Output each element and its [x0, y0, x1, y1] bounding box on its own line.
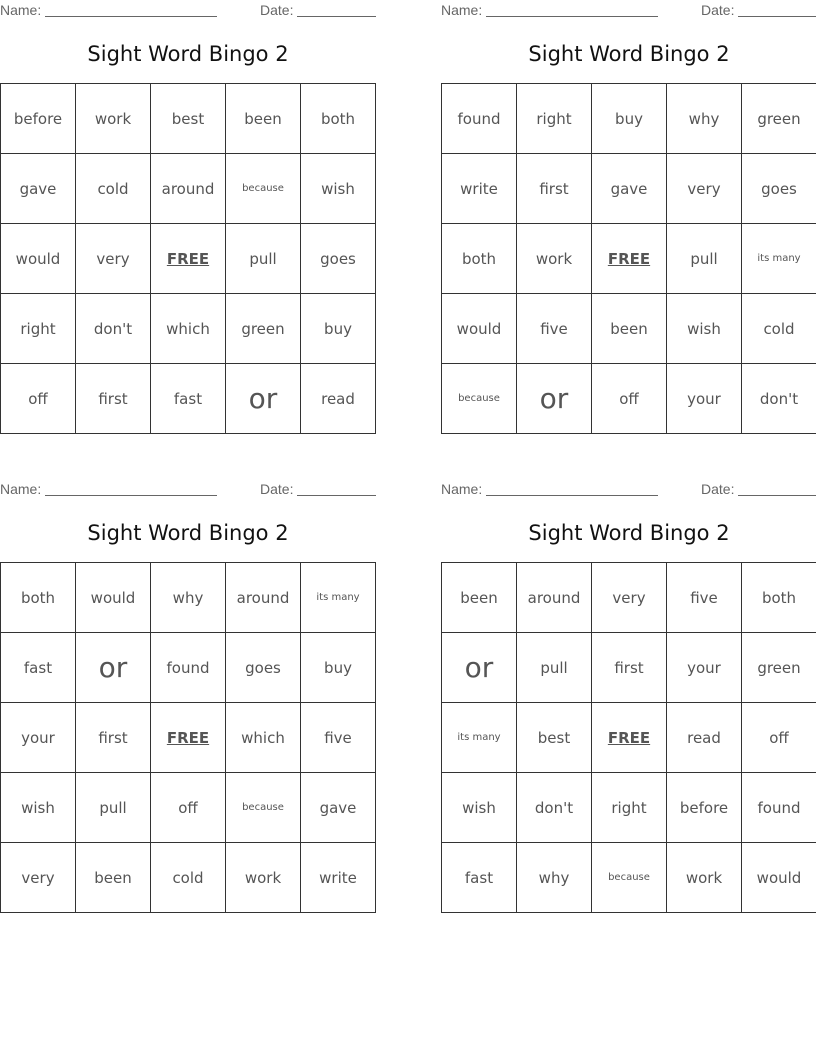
grid-cell: cold [742, 294, 816, 364]
grid-cell: right [517, 84, 592, 154]
name-line [486, 495, 658, 496]
grid-cell: off [592, 364, 667, 434]
grid-cell: because [592, 843, 667, 913]
grid-cell: gave [1, 154, 76, 224]
grid-cell: would [1, 224, 76, 294]
grid-cell: work [667, 843, 742, 913]
card-header [441, 479, 816, 501]
grid-cell: your [1, 703, 76, 773]
grid-cell: found [742, 773, 816, 843]
card-header [0, 479, 376, 501]
name-label: Name: [441, 481, 483, 497]
grid-cell: write [442, 154, 517, 224]
grid-cell: found [442, 84, 517, 154]
grid-cell: off [151, 773, 226, 843]
grid-row [1, 294, 376, 364]
grid-cell: why [667, 84, 742, 154]
grid-cell: or [226, 364, 301, 434]
grid-cell: both [1, 563, 76, 633]
grid-cell: or [76, 633, 151, 703]
grid-cell: around [151, 154, 226, 224]
grid-cell: off [742, 703, 816, 773]
card-title: Sight Word Bingo 2 [528, 42, 730, 66]
bingo-card-3 [0, 479, 376, 919]
grid-cell: why [517, 843, 592, 913]
date-line [297, 16, 376, 17]
grid-cell: its many [742, 224, 816, 294]
grid-cell: or [442, 633, 517, 703]
grid-row [442, 224, 816, 294]
grid-cell: because [442, 364, 517, 434]
grid-row [442, 84, 816, 154]
grid-row [442, 364, 816, 434]
grid-cell: cold [76, 154, 151, 224]
grid-cell: would [742, 843, 816, 913]
date-label: Date: [260, 481, 294, 497]
date-label: Date: [260, 2, 294, 18]
grid-cell: work [76, 84, 151, 154]
grid-cell: goes [226, 633, 301, 703]
grid-cell: fast [442, 843, 517, 913]
card-title: Sight Word Bingo 2 [528, 521, 730, 545]
bingo-grid [0, 562, 376, 913]
grid-row [442, 703, 816, 773]
grid-cell: fast [1, 633, 76, 703]
name-label: Name: [0, 2, 42, 18]
grid-cell: around [226, 563, 301, 633]
grid-cell: both [301, 84, 376, 154]
bingo-grid [0, 83, 376, 434]
grid-cell: very [592, 563, 667, 633]
grid-cell: its many [442, 703, 517, 773]
grid-cell: five [667, 563, 742, 633]
grid-cell: wish [301, 154, 376, 224]
grid-cell: found [151, 633, 226, 703]
grid-cell: your [667, 633, 742, 703]
grid-cell: green [742, 84, 816, 154]
grid-cell: first [592, 633, 667, 703]
date-label: Date: [701, 481, 735, 497]
grid-cell: very [667, 154, 742, 224]
name-label: Name: [0, 481, 42, 497]
grid-cell: around [517, 563, 592, 633]
bingo-card-1 [0, 0, 376, 440]
bingo-card-2 [441, 0, 816, 440]
grid-cell: wish [667, 294, 742, 364]
grid-cell: first [517, 154, 592, 224]
free-space: FREE [592, 703, 667, 773]
grid-cell: best [517, 703, 592, 773]
grid-cell: wish [1, 773, 76, 843]
card-title: Sight Word Bingo 2 [87, 521, 289, 545]
grid-cell: don't [517, 773, 592, 843]
grid-cell: pull [76, 773, 151, 843]
grid-cell: read [667, 703, 742, 773]
grid-row [442, 633, 816, 703]
grid-cell: cold [151, 843, 226, 913]
grid-cell: would [442, 294, 517, 364]
grid-cell: read [301, 364, 376, 434]
grid-cell: first [76, 364, 151, 434]
grid-row [1, 224, 376, 294]
card-header [0, 0, 376, 22]
bingo-card-4 [441, 479, 816, 919]
grid-cell: buy [301, 633, 376, 703]
grid-cell: buy [592, 84, 667, 154]
grid-row [1, 843, 376, 913]
grid-row [442, 563, 816, 633]
grid-cell: gave [301, 773, 376, 843]
grid-cell: pull [226, 224, 301, 294]
grid-cell: right [592, 773, 667, 843]
date-line [738, 16, 816, 17]
grid-row [1, 84, 376, 154]
grid-cell: write [301, 843, 376, 913]
grid-cell: both [442, 224, 517, 294]
grid-cell: don't [742, 364, 816, 434]
grid-cell: buy [301, 294, 376, 364]
grid-cell: very [76, 224, 151, 294]
grid-cell: green [226, 294, 301, 364]
grid-cell: been [226, 84, 301, 154]
grid-cell: work [517, 224, 592, 294]
grid-cell: before [1, 84, 76, 154]
grid-cell: why [151, 563, 226, 633]
grid-row [1, 773, 376, 843]
grid-cell: right [1, 294, 76, 364]
name-line [45, 16, 217, 17]
grid-row [442, 843, 816, 913]
grid-cell: don't [76, 294, 151, 364]
grid-cell: work [226, 843, 301, 913]
grid-row [442, 773, 816, 843]
grid-cell: five [301, 703, 376, 773]
grid-cell: would [76, 563, 151, 633]
grid-cell: goes [742, 154, 816, 224]
grid-cell: been [592, 294, 667, 364]
grid-row [1, 633, 376, 703]
grid-cell: its many [301, 563, 376, 633]
grid-cell: because [226, 154, 301, 224]
grid-cell: very [1, 843, 76, 913]
card-title: Sight Word Bingo 2 [87, 42, 289, 66]
grid-row [1, 563, 376, 633]
grid-row [442, 154, 816, 224]
grid-cell: your [667, 364, 742, 434]
grid-row [1, 154, 376, 224]
grid-cell: pull [667, 224, 742, 294]
grid-cell: been [76, 843, 151, 913]
grid-cell: gave [592, 154, 667, 224]
date-line [297, 495, 376, 496]
grid-cell: because [226, 773, 301, 843]
card-header [441, 0, 816, 22]
date-line [738, 495, 816, 496]
grid-cell: pull [517, 633, 592, 703]
bingo-grid [441, 562, 816, 913]
name-line [45, 495, 217, 496]
grid-cell: fast [151, 364, 226, 434]
grid-cell: or [517, 364, 592, 434]
grid-cell: first [76, 703, 151, 773]
free-space: FREE [151, 703, 226, 773]
date-label: Date: [701, 2, 735, 18]
grid-cell: green [742, 633, 816, 703]
grid-cell: before [667, 773, 742, 843]
free-space: FREE [151, 224, 226, 294]
bingo-grid [441, 83, 816, 434]
name-label: Name: [441, 2, 483, 18]
grid-cell: off [1, 364, 76, 434]
name-line [486, 16, 658, 17]
grid-cell: which [151, 294, 226, 364]
grid-row [442, 294, 816, 364]
grid-cell: five [517, 294, 592, 364]
grid-cell: which [226, 703, 301, 773]
free-space: FREE [592, 224, 667, 294]
grid-cell: best [151, 84, 226, 154]
grid-cell: goes [301, 224, 376, 294]
grid-cell: both [742, 563, 816, 633]
grid-cell: wish [442, 773, 517, 843]
grid-cell: been [442, 563, 517, 633]
grid-row [1, 703, 376, 773]
grid-row [1, 364, 376, 434]
